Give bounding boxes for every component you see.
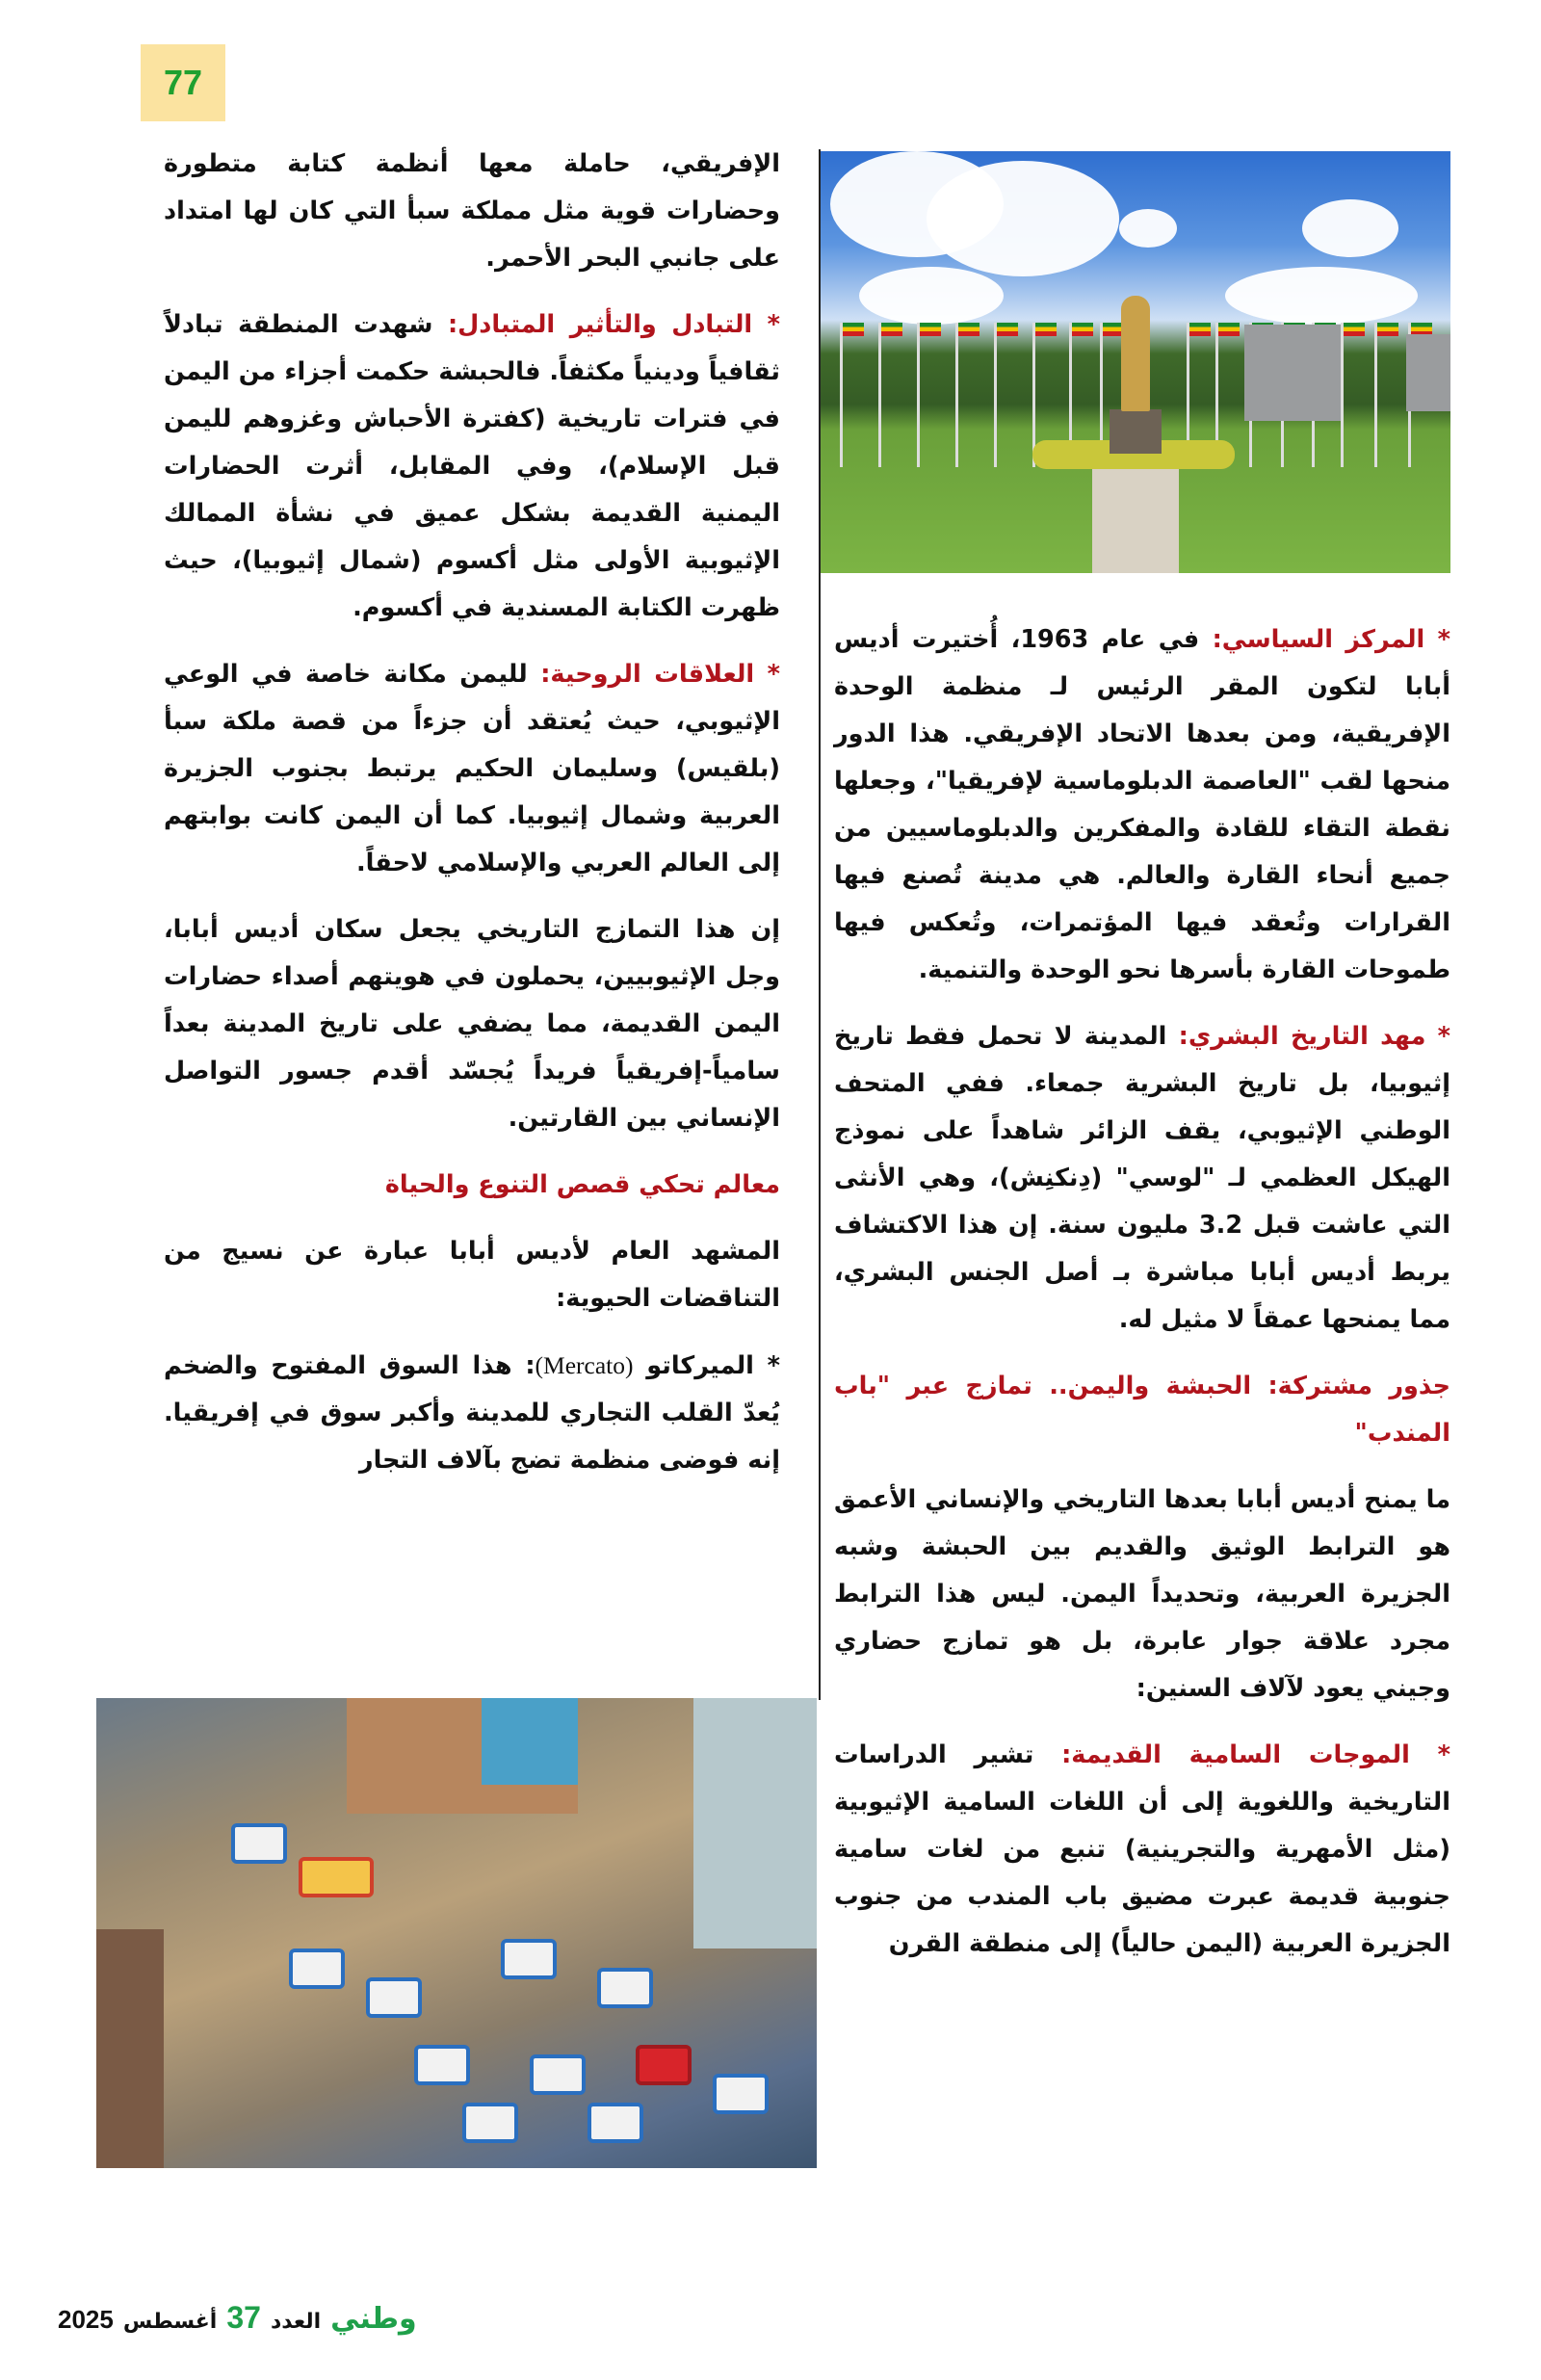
cradle-lead: * مهد التاريخ البشري: bbox=[1178, 1022, 1451, 1051]
mercato-lead: * الميركاتو bbox=[646, 1351, 780, 1380]
issue-year: 2025 bbox=[58, 2305, 114, 2334]
mercato-body: : هذا السوق المفتوح والضخم يُعدّ القلب التجاري للمدينة وأكبر سوق في إفريقيا. إنه فوضى منظمة تضج بآلاف التجار bbox=[164, 1351, 780, 1475]
exchange-lead: * التبادل والتأثير المتبادل: bbox=[447, 310, 780, 339]
mercato-market-aerial-photo bbox=[96, 1698, 817, 2168]
magazine-brand: وطني bbox=[330, 2302, 417, 2336]
spiritual-paragraph bbox=[164, 651, 780, 887]
cradle-paragraph bbox=[834, 1013, 1450, 1344]
mercato-paragraph bbox=[164, 1342, 780, 1484]
political-paragraph bbox=[834, 616, 1450, 994]
left-column bbox=[164, 141, 780, 1504]
magazine-footer bbox=[58, 2300, 417, 2336]
issue-month: أغسطس bbox=[122, 2310, 218, 2334]
right-column bbox=[834, 616, 1450, 1987]
semitic-body: تشير الدراسات التاريخية واللغوية إلى أن اللغات السامية الإثيوبية (مثل الأمهرية والتجرينية) تنبع من لغات سامية جنوبية قديمة عبرت مضيق باب المندب من جنوب الجزيرة العربية (اليمن حالياً) إلى منطقة القرن bbox=[834, 1740, 1450, 1958]
spiritual-body: لليمن مكانة خاصة في الوعي الإثيوبي، حيث يُعتقد أن جزءاً من قصة ملكة سبأ (بلقيس) وسليمان الحكيم يرتبط بجنوب الجزيرة العربية وشمال إثيوبيا. كما أن اليمن كانت بوابتهم إلى العالم العربي والإسلامي لاحقاً. bbox=[164, 660, 780, 877]
exchange-paragraph bbox=[164, 301, 780, 632]
issue-label: العدد bbox=[270, 2310, 322, 2334]
fusion-paragraph: إن هذا التمازج التاريخي يجعل سكان أديس أبابا، وجل الإثيوبيين، يحملون في هويتهم أصداء حضارات اليمن القديمة، مما يضفي على تاريخ المدينة بعداً سامياً-إفريقياً فريداً يُجسّد أقدم جسور التواصل الإنساني بين القارتين. bbox=[164, 915, 780, 1133]
cradle-body: المدينة لا تحمل فقط تاريخ إثيوبيا، بل تاريخ البشرية جمعاء. ففي المتحف الوطني الإثيوبي، يقف الزائر شاهداً على نموذج الهيكل العظمي لـ "لوسي" (دِنكنِش)، وهي الأنثى التي عاشت قبل 3.2 مليون سنة. إن هذا الاكتشاف يربط أديس أبابا مباشرة بـ أصل الجنس البشري، مما يمنحها عمقاً لا مثيل له. bbox=[834, 1022, 1451, 1334]
section-heading-landmarks: معالم تحكي قصص التنوع والحياة bbox=[384, 1170, 780, 1199]
intro-paragraph: الإفريقي، حاملة معها أنظمة كتابة متطورة وحضارات قوية مثل مملكة سبأ التي كان لها امتداد على جانبي البحر الأحمر. bbox=[164, 149, 780, 273]
semitic-paragraph bbox=[834, 1732, 1450, 1968]
african-union-statue-photo bbox=[821, 151, 1450, 573]
roots-paragraph: ما يمنح أديس أبابا بعدها التاريخي والإنساني الأعمق هو الترابط الوثيق والقديم بين الحبشة وشبه الجزيرة العربية، وتحديداً اليمن. ليس هذا الترابط مجرد علاقة جوار عابرة، بل هو تمازج حضاري وجيني يعود لآلاف السنين: bbox=[834, 1485, 1450, 1703]
statue bbox=[1121, 296, 1150, 411]
page-number: 77 bbox=[163, 63, 203, 102]
section-heading-roots: جذور مشتركة: الحبشة واليمن.. تمازج عبر "باب المندب" bbox=[834, 1372, 1450, 1448]
issue-number: 37 bbox=[226, 2300, 261, 2335]
page-number-badge bbox=[141, 44, 225, 121]
exchange-body: شهدت المنطقة تبادلاً ثقافياً ودينياً مكثفاً. فالحبشة حكمت أجزاء من اليمن في فترات تاريخية (كفترة الأحباش وغزوهم لليمن قبل الإسلام)، وفي المقابل، أثرت الحضارات اليمنية القديمة بشكل عميق في نشأة الممالك الإثيوبية الأولى مثل أكسوم (شمال إثيوبيا)، حيث ظهرت الكتابة المسندية في أكسوم. bbox=[164, 310, 780, 622]
semitic-lead: * الموجات السامية القديمة: bbox=[1061, 1740, 1450, 1769]
political-lead: * المركز السياسي: bbox=[1212, 625, 1450, 654]
spiritual-lead: * العلاقات الروحية: bbox=[540, 660, 780, 689]
mercato-latin: (Mercato) bbox=[535, 1351, 634, 1379]
scene-paragraph: المشهد العام لأديس أبابا عبارة عن نسيج من التناقضات الحيوية: bbox=[164, 1237, 780, 1313]
political-body: في عام 1963، أُختيرت أديس أبابا لتكون المقر الرئيس لـ منظمة الوحدة الإفريقية، ومن بعدها الاتحاد الإفريقي. هذا الدور منحها لقب "العاصمة الدبلوماسية لإفريقيا"، وجعلها نقطة التقاء للقادة والمفكرين والدبلوماسيين من جميع أنحاء القارة والعالم. هي مدينة تُصنع فيها القرارات وتُعقد فيها المؤتمرات، وتُعكس فيها طموحات القارة بأسرها نحو الوحدة والتنمية. bbox=[834, 625, 1450, 984]
